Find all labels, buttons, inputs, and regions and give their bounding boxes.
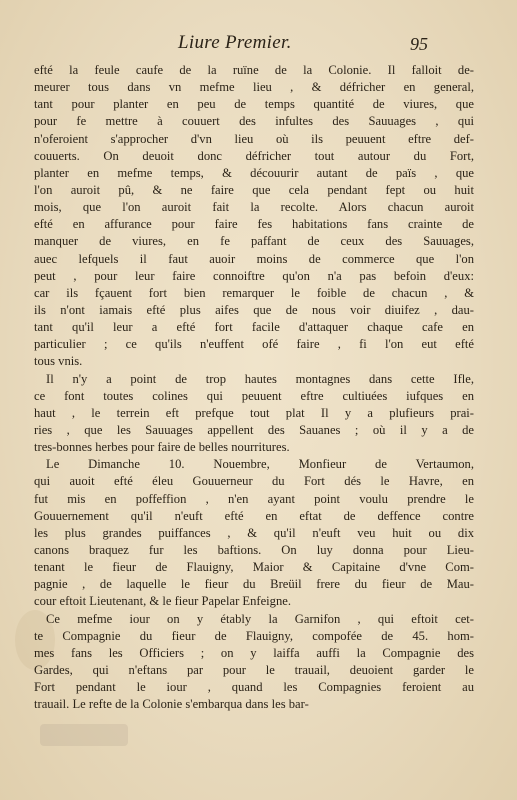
text-line: les plus grandes puiffances , & qu'il n'euft veu huit ou dix: [34, 525, 474, 540]
text-line: pour fe mettre à couuert des infultes des Sauuages , qui: [34, 114, 474, 129]
text-line: ries , que les Sauuages appellent des Sauanes ; où il y a de: [34, 422, 474, 437]
text-line: manquer de viures, en fe paffant de ceux des Sauuages,: [34, 234, 474, 249]
text-line: Il n'y a point de trop hautes montagnes dans cette Ifle,: [46, 371, 474, 386]
text-line: particulier ; ce qu'ils n'euffent ofé faire , fi l'on eut efté: [34, 337, 474, 352]
text-line: ce font toutes colines qui peuuent eftre cultiuées iufques en: [34, 388, 474, 403]
text-line: Gouuernement qu'il n'euft efté en eftat de deffence contre: [34, 508, 474, 523]
page-header: [0, 30, 517, 64]
text-line: Fort pendant le iour , quand les Compagnies feroient au: [34, 680, 474, 695]
text-line: car ils fçauent fort bien remarquer le foible de chacun , &: [34, 285, 474, 300]
paragraph-1: [34, 62, 474, 371]
ink-smudge: [40, 724, 128, 746]
text-line: planter en mefme temps, & découurir autant de païs , que: [34, 165, 474, 180]
text-line: tous vnis.: [34, 354, 83, 369]
text-line: Gardes, qui n'eftans par pour le trauail, deuoient garder le: [34, 662, 474, 677]
paragraph-4: [34, 611, 474, 714]
body-text: [34, 62, 474, 713]
text-line: tenant le fieur de Flauigny, Maior & Capitaine d'vne Com-: [34, 560, 474, 575]
text-line: Ce mefme iour on y étably la Garnifon , qui eftoit cet-: [46, 611, 474, 626]
text-line: tant pour planter en peu de temps quantité de viures, que: [34, 97, 474, 112]
running-head: Liure Premier.: [178, 32, 292, 53]
text-line: mes fans les Officiers ; on y laiffa auffi la Compagnie des: [34, 645, 474, 660]
text-line: ils n'ont iamais efté plus aifes que de nous voir diuifez , dau-: [34, 302, 474, 317]
text-line: tres-bonnes herbes pour faire de belles nourritures.: [34, 440, 290, 455]
text-line: cour eftoit Lieutenant, & le fieur Papelar Enfeigne.: [34, 594, 292, 609]
text-line: pagnie , de laquelle le fieur du Breüil frere du fieur de Mau-: [34, 577, 474, 592]
text-line: l'on auroit pû, & ne faire que cela pendant fept ou huit: [34, 182, 474, 197]
text-line: fut mis en poffeffion , n'en ayant point voulu prendre le: [34, 491, 474, 506]
text-line: te Compagnie du fieur de Flauigny, compofée de 45. hom-: [34, 628, 474, 643]
text-line: efté la feule caufe de la ruïne de la Colonie. Il falloit de-: [34, 63, 474, 77]
paragraph-3: [34, 456, 474, 610]
text-line: efté en affurance pour faire fes habitations fans crainte de: [34, 217, 474, 232]
text-line: meurer tous dans vn mefme lieu , & défricher en general,: [34, 80, 474, 95]
text-line: n'oferoient s'approcher d'vn lieu où ils peuuent eftre def-: [34, 131, 474, 146]
page-number: 95: [410, 34, 428, 54]
text-line: qui auoit efté éleu Gouuerneur du Fort dés le Havre, en: [34, 474, 474, 489]
text-line: tant qu'il leur a efté fort facile d'attaquer chaque cafe en: [34, 320, 474, 335]
text-line: auec lefquels il faut auoir moins de commerce que l'on: [34, 251, 474, 266]
text-line: Le Dimanche 10. Nouembre, Monfieur de Vertaumon,: [46, 457, 474, 472]
text-line: trauail. Le refte de la Colonie s'embarqua dans les bar-: [34, 697, 309, 712]
text-line: mois, que l'on auroit fait la recolte. Alors chacun auroit: [34, 200, 474, 215]
text-line: haut , le terrein eft prefque tout plat Il y a plufieurs prai-: [34, 405, 474, 420]
text-line: couuerts. On deuoit donc défricher tout autour du Fort,: [34, 148, 474, 163]
paragraph-2: [34, 371, 474, 457]
text-line: peut , pour leur faire connoiftre qu'on n'a pas befoin d'eux:: [34, 268, 474, 283]
text-line: canons braquez fur les baftions. On luy donna pour Lieu-: [34, 542, 474, 557]
